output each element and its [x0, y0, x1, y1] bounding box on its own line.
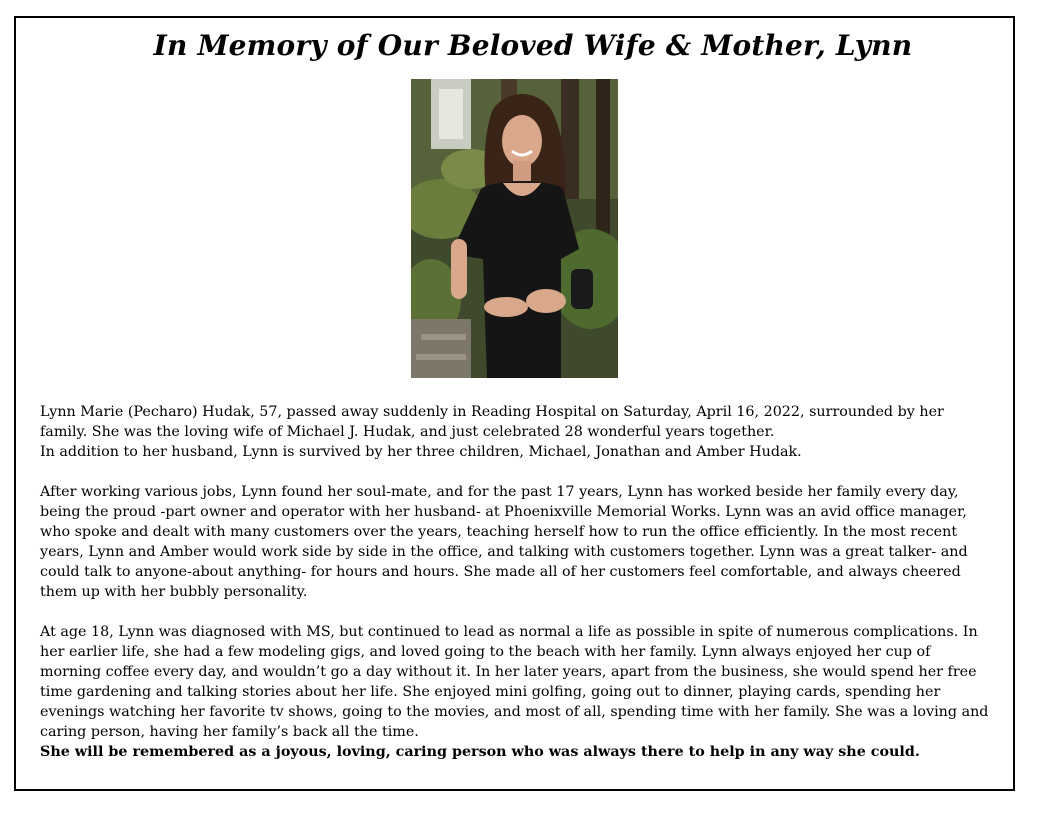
- closing-statement: She will be remembered as a joyous, loving, caring person who was always there to help in any way she could.: [40, 744, 920, 760]
- paragraph-line: At age 18, Lynn was diagnosed with MS, but continued to lead as normal a life as possible in spite of numerous complications. In her earlier life, she had a few modeling gigs, and loved going to the beach with her family. Lynn always enjoyed her cup of morning coffee every day, and wouldn’t go a day without it. In her later years, apart from the business, she would spend her free time gardening and talking stories about her life. She enjoyed mini golfing, going out to dinner, playing cards, spending her evenings watching her favorite tv shows, going to the movies, and most of all, spending time with her family. She was a loving and caring person, having her family’s back all the time.: [40, 624, 989, 740]
- paragraph-line: After working various jobs, Lynn found her soul-mate, and for the past 17 years, Lynn has worked beside her family every day, being the proud -part owner and operator with her husband- at Phoenixville Memorial Works. Lynn was an avid office manager, who spoke and dealt with many customers over the years, teaching herself how to run the office efficiently. In the most recent years, Lynn and Amber would work side by side in the office, and talking with customers together. Lynn was a great talker- and could talk to anyone-about anything- for hours and hours. She made all of her customers feel comfortable, and always cheered them up with her bubbly personality.: [40, 484, 968, 600]
- paragraph-family: [40, 402, 990, 462]
- paragraph-line: In addition to her husband, Lynn is survived by her three children, Michael, Jonathan and Amber Hudak.: [40, 444, 802, 460]
- memorial-title: In Memory of Our Beloved Wife & Mother, Lynn: [153, 29, 913, 62]
- paragraph-life: [40, 622, 990, 742]
- paragraph-career: [40, 482, 990, 602]
- obituary-text: [40, 402, 990, 762]
- portrait-photo: [411, 79, 618, 378]
- paragraph-line: Lynn Marie (Pecharo) Hudak, 57, passed away suddenly in Reading Hospital on Saturday, April 16, 2022, surrounded by her family. She was the loving wife of Michael J. Hudak, and just celebrated 28 wonderful years together.: [40, 404, 944, 440]
